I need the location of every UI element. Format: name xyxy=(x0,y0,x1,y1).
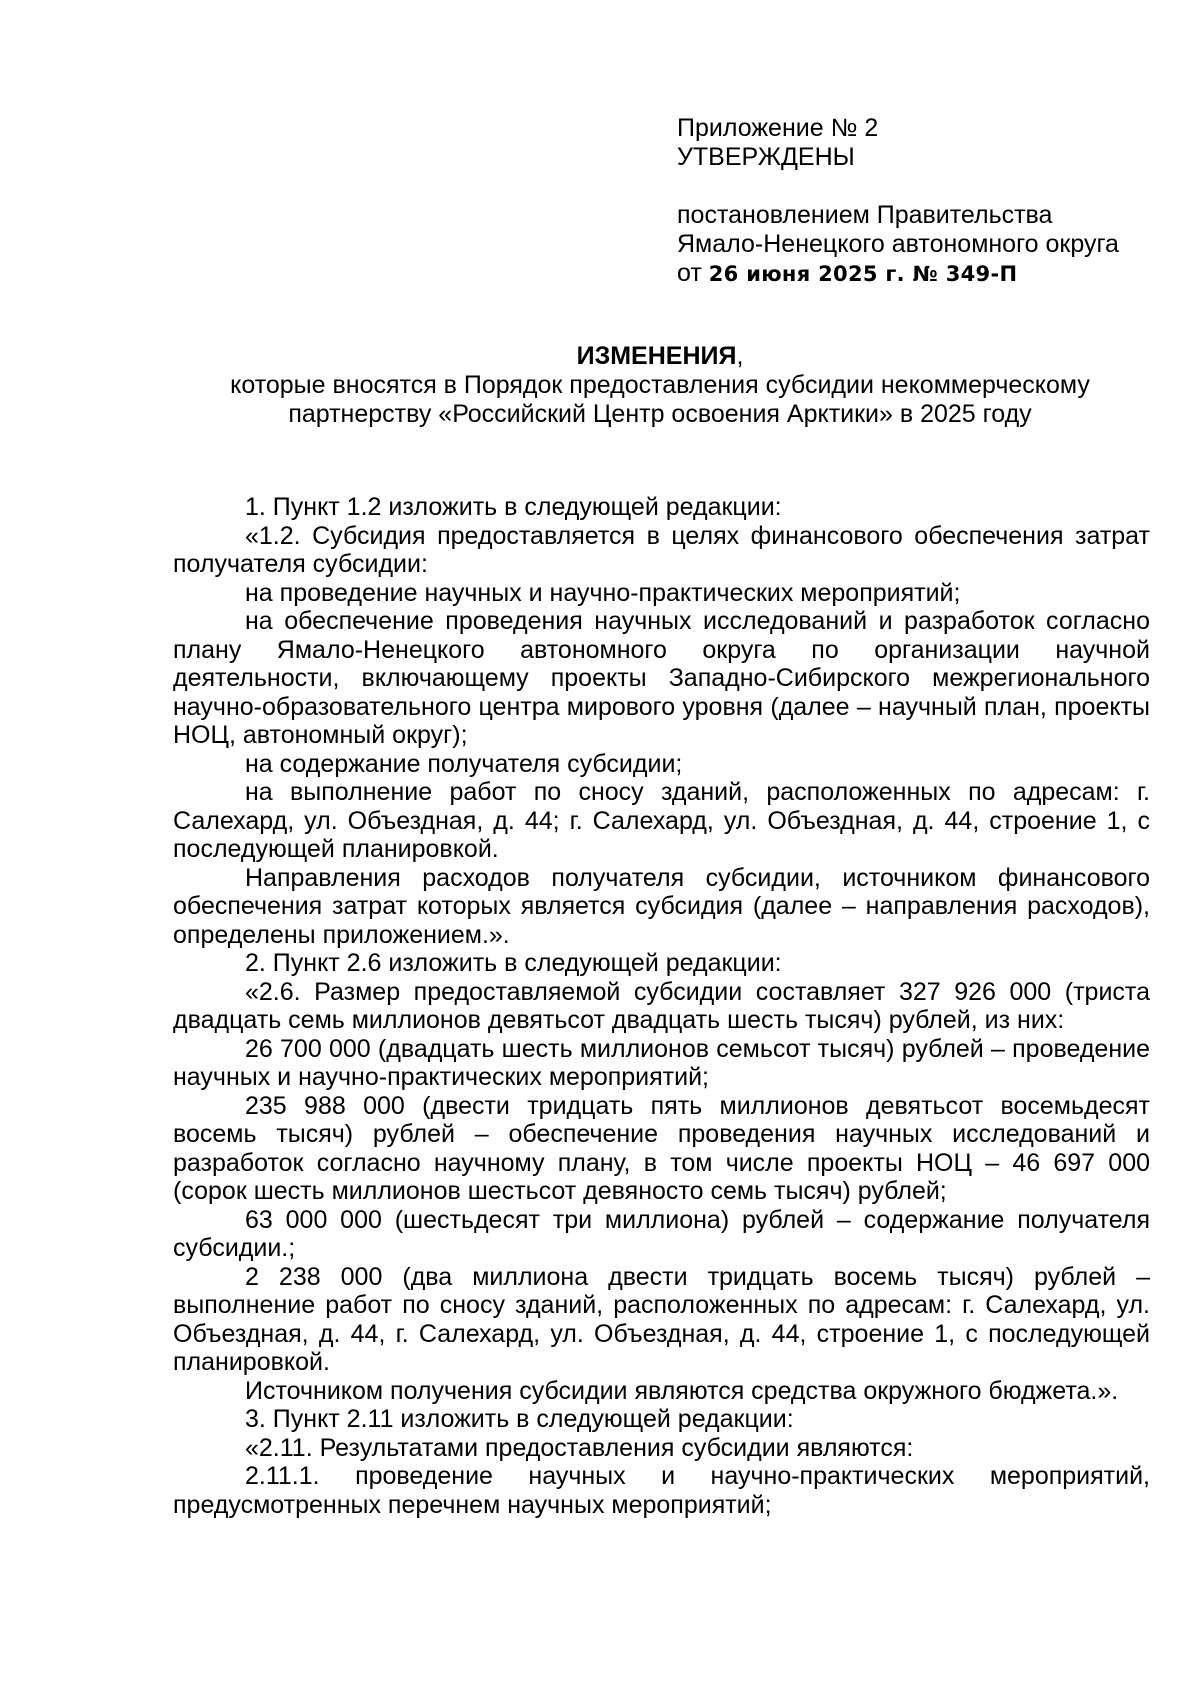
paragraph-7: Направления расходов получателя субсидии, источником финансового обеспечения затрат которых является субсидия (далее – направления расходов), определены приложением.». xyxy=(173,863,1150,949)
approval-spacer xyxy=(677,172,1157,201)
document-body xyxy=(173,493,1150,1519)
government-name: Ямало-Ненецкого автономного округа xyxy=(677,230,1119,258)
paragraph-17: 2.11.1. проведение научных и научно-практических мероприятий, предусмотренных перечнем научных мероприятий; xyxy=(173,1462,1150,1519)
date-prefix: от xyxy=(677,259,709,287)
title-subtitle-line-1: которые вносятся в Порядок предоставления субсидии некоммерческому xyxy=(230,371,1090,399)
paragraph-4: на обеспечение проведения научных исследований и разработок согласно плану Ямало-Ненецкого автономного округа по организации научной деятельности, включающему проекты Западно-Сибирского межрегионального научно-образовательного центра мирового уровня (далее – научный план, проекты НОЦ, автономный округ); xyxy=(173,607,1150,749)
paragraph-1: 1. Пункт 1.2 изложить в следующей редакции: xyxy=(245,493,782,521)
title-subtitle-line-2: партнерству «Российский Центр освоения Арктики» в 2025 году xyxy=(288,400,1032,428)
title-heading-line xyxy=(170,342,1150,371)
title-heading: ИЗМЕНЕНИЯ xyxy=(576,342,737,370)
approval-block xyxy=(677,114,1157,289)
paragraph-6: на выполнение работ по сносу зданий, расположенных по адресам: г. Салехард, ул. Объездная, д. 44; г. Салехард, ул. Объездная, д. 44, строение 1, с последующей планировкой. xyxy=(173,778,1150,863)
paragraph-10: 26 700 000 (двадцать шесть миллионов семьсот тысяч) рублей – проведение научных и научно-практических мероприятий; xyxy=(173,1034,1150,1091)
paragraph-12: 63 000 000 (шестьдесят три миллиона) рублей – содержание получателя субсидии.; xyxy=(173,1205,1150,1262)
document-title xyxy=(170,342,1150,429)
paragraph-2: «1.2. Субсидия предоставляется в целях финансового обеспечения затрат получателя субсидии: xyxy=(173,521,1150,578)
paragraph-8: 2. Пункт 2.6 изложить в следующей редакции: xyxy=(245,949,782,977)
paragraph-16: «2.11. Результатами предоставления субсидии являются: xyxy=(245,1433,914,1462)
paragraph-9: «2.6. Размер предоставляемой субсидии составляет 327 926 000 (триста двадцать семь миллионов девятьсот двадцать шесть тысяч) рублей, из них: xyxy=(173,977,1150,1034)
paragraph-3: на проведение научных и научно-практических мероприятий; xyxy=(245,578,961,607)
resolution-date-line xyxy=(677,259,1157,289)
appendix-number: Приложение № 2 xyxy=(677,114,879,142)
paragraph-14: Источником получения субсидии являются средства окружного бюджета.». xyxy=(245,1376,1119,1405)
paragraph-11: 235 988 000 (двести тридцать пять миллионов девятьсот восемьдесят восемь тысяч) рублей – обеспечение проведения научных исследований и разработок согласно научному плану, в том числе проекты НОЦ – 46 697 000 (сорок шесть миллионов шестьсот девяносто семь тысяч) рублей; xyxy=(173,1091,1150,1205)
resolution-date-stamp: 26 июня 2025 г. № 349-П xyxy=(708,262,1018,286)
approved-label: УТВЕРЖДЕНЫ xyxy=(677,143,855,171)
paragraph-5: на содержание получателя субсидии; xyxy=(245,749,683,778)
title-heading-suffix: , xyxy=(736,342,744,370)
resolution-label: постановлением Правительства xyxy=(677,201,1053,229)
paragraph-15: 3. Пункт 2.11 изложить в следующей редакции: xyxy=(245,1405,794,1433)
paragraph-13: 2 238 000 (два миллиона двести тридцать восемь тысяч) рублей – выполнение работ по сносу зданий, расположенных по адресам: г. Салехард, ул. Объездная, д. 44, г. Салехард, ул. Объездная, д. 44, строение 1, с последующей планировкой. xyxy=(173,1262,1150,1376)
